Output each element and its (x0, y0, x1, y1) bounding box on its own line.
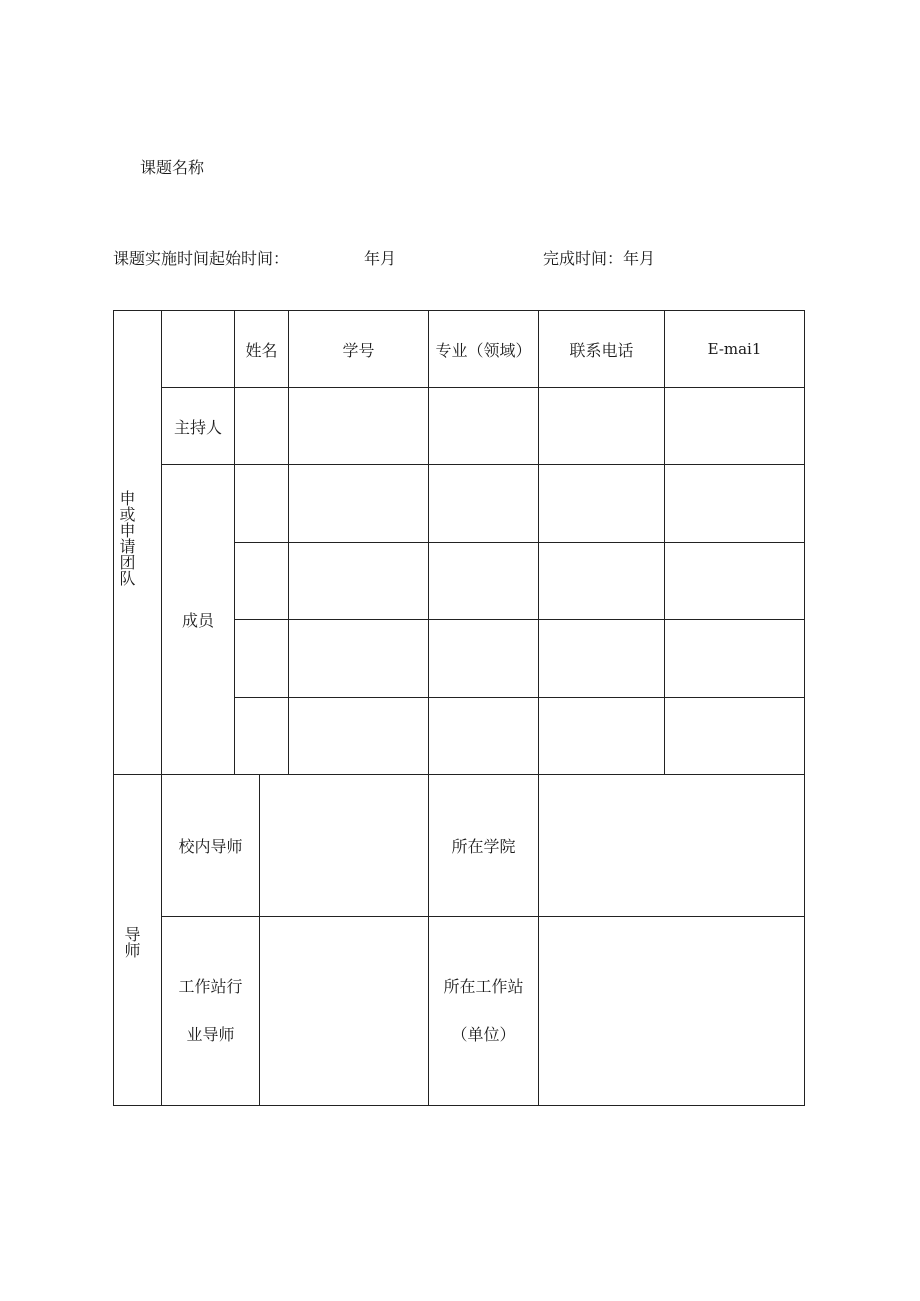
team-side-label: 申或申请团队 (117, 490, 136, 586)
internal-college-value-cell[interactable] (539, 775, 804, 916)
host-student-id-cell[interactable] (289, 388, 428, 464)
host-name-cell[interactable] (235, 388, 288, 464)
host-major-cell[interactable] (429, 388, 538, 464)
column-header-name: 姓名 (245, 340, 278, 360)
station-unit-label-line2: （单位） (451, 1025, 516, 1044)
station-mentor-value-cell[interactable] (260, 917, 428, 1105)
end-time-label: 完成时间：年月 (543, 249, 656, 268)
mentor-side-label: 导师 (122, 926, 141, 958)
start-time-label: 课题实施时间起始时间： (113, 249, 290, 268)
column-header-major: 专业（领域） (435, 340, 532, 360)
internal-mentor-label: 校内导师 (178, 837, 243, 856)
station-mentor-label-line1: 工作站行 (178, 977, 243, 996)
topic-name-label: 课题名称 (140, 158, 205, 177)
station-unit-label (428, 916, 539, 1106)
station-unit-value-cell[interactable] (539, 917, 804, 1105)
station-mentor-label (161, 916, 260, 1106)
station-unit-label-line1: 所在工作站 (443, 977, 524, 996)
host-email-cell[interactable] (665, 388, 804, 464)
start-time-unit: 年月 (364, 249, 397, 268)
column-header-phone: 联系电话 (569, 340, 634, 360)
internal-college-label: 所在学院 (451, 837, 516, 856)
host-row-label: 主持人 (173, 417, 222, 437)
station-mentor-label-line2: 业导师 (186, 1025, 235, 1044)
members-row-label: 成员 (181, 611, 214, 630)
host-phone-cell[interactable] (539, 388, 664, 464)
column-header-email: E-mai1 (707, 340, 762, 358)
column-header-student-id: 学号 (342, 340, 375, 360)
internal-mentor-value-cell[interactable] (260, 775, 428, 916)
